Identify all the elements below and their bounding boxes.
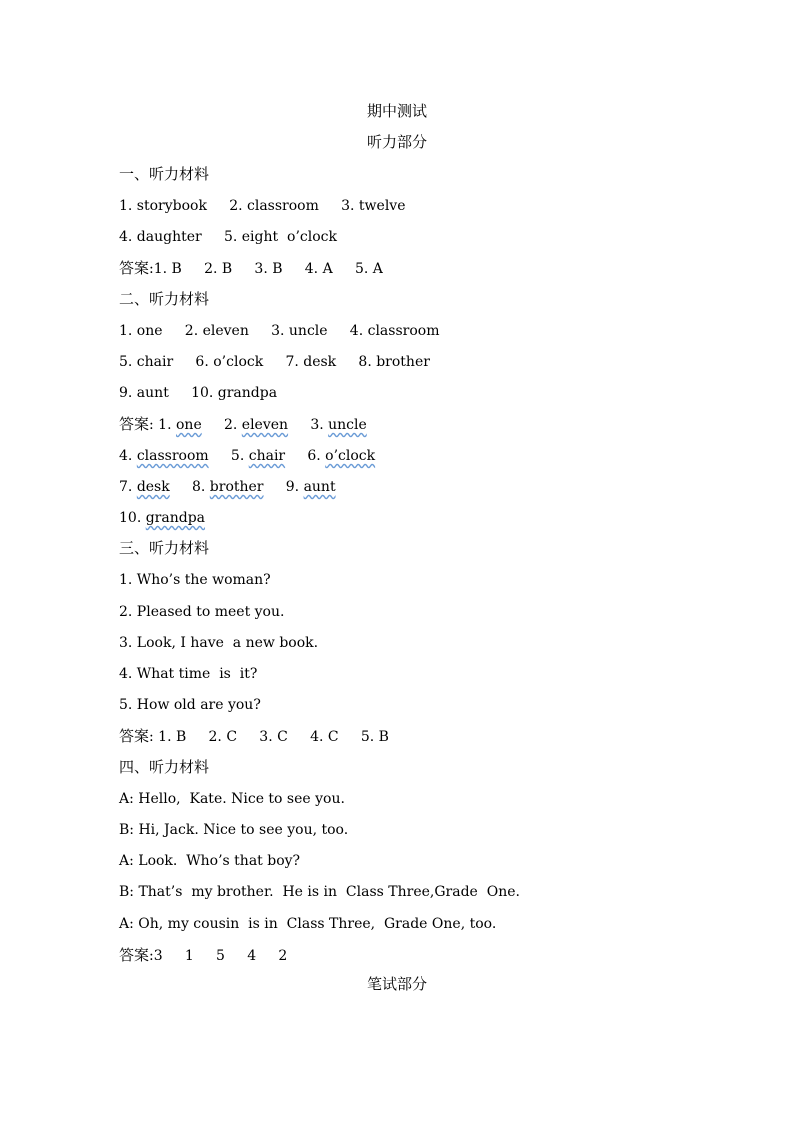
- answer-word: eleven: [241, 417, 289, 433]
- answer-text: : 1. B 2. C 3. C 4. C 5. B: [149, 729, 389, 745]
- section3-line: 2. Pleased to meet you.: [119, 604, 285, 620]
- section1-line: 4. daughter 5. eight o’clock: [119, 229, 337, 245]
- section2-answer-line: [119, 446, 375, 466]
- section3-heading: 三、听力材料: [119, 539, 210, 557]
- answer-word: desk: [136, 479, 170, 495]
- section2-answer-line: [119, 477, 336, 497]
- section3-line: 4. What time is it?: [119, 666, 258, 682]
- answer-word: grandpa: [145, 510, 206, 526]
- answer-word: aunt: [303, 479, 336, 495]
- writing-section-header: 笔试部分: [366, 975, 427, 993]
- answer-word: o’clock: [325, 448, 376, 464]
- section2-line: 9. aunt 10. grandpa: [119, 385, 278, 401]
- answer-word: brother: [209, 479, 264, 495]
- page-title: 期中测试: [366, 102, 427, 120]
- section1-line: 1. storybook 2. classroom 3. twelve: [119, 198, 406, 214]
- answer-text: 6.: [285, 448, 326, 464]
- answer-word: one: [176, 417, 202, 433]
- answer-word: classroom: [136, 448, 209, 464]
- listening-section-header: 听力部分: [366, 133, 427, 151]
- section2-answer-line: [119, 508, 205, 528]
- answer-text: 2.: [201, 417, 242, 433]
- section2-heading: 二、听力材料: [119, 290, 210, 308]
- section4-line: A: Look. Who’s that boy?: [119, 853, 301, 869]
- section1-heading: 一、听力材料: [119, 165, 210, 183]
- section4-line: B: Hi, Jack. Nice to see you, too.: [119, 822, 349, 838]
- answer-word: uncle: [328, 417, 367, 433]
- answer-text: 9.: [263, 479, 304, 495]
- section3-line: 3. Look, I have a new book.: [119, 635, 319, 651]
- answer-label: 答案: [119, 946, 150, 964]
- answer-text: 8.: [169, 479, 210, 495]
- answer-text: :1. B 2. B 3. B 4. A 5. A: [149, 261, 383, 277]
- answer-label: 答案: [119, 259, 150, 277]
- answer-label: 答案: [119, 415, 150, 433]
- answer-text: : 1.: [149, 417, 176, 433]
- answer-text: 10.: [119, 510, 146, 526]
- section4-answer: [119, 945, 287, 966]
- answer-text: 7.: [119, 479, 137, 495]
- section4-line: A: Oh, my cousin is in Class Three, Grade One, too.: [119, 916, 497, 932]
- answer-word: chair: [248, 448, 286, 464]
- section2-line: 5. chair 6. o’clock 7. desk 8. brother: [119, 354, 430, 370]
- section2-answer: [119, 414, 367, 435]
- answer-label: 答案: [119, 727, 150, 745]
- answer-text: :3 1 5 4 2: [149, 948, 288, 964]
- section2-line: 1. one 2. eleven 3. uncle 4. classroom: [119, 323, 440, 339]
- answer-text: 4.: [119, 448, 137, 464]
- answer-text: 3.: [288, 417, 329, 433]
- section4-line: B: That’s my brother. He is in Class Three,Grade One.: [119, 884, 520, 900]
- answer-text: 5.: [208, 448, 249, 464]
- section4-heading: 四、听力材料: [119, 758, 210, 776]
- section3-line: 5. How old are you?: [119, 697, 261, 713]
- section1-answer: [119, 258, 383, 279]
- section4-line: A: Hello, Kate. Nice to see you.: [119, 791, 345, 807]
- section3-line: 1. Who’s the woman?: [119, 572, 271, 588]
- section3-answer: [119, 726, 389, 747]
